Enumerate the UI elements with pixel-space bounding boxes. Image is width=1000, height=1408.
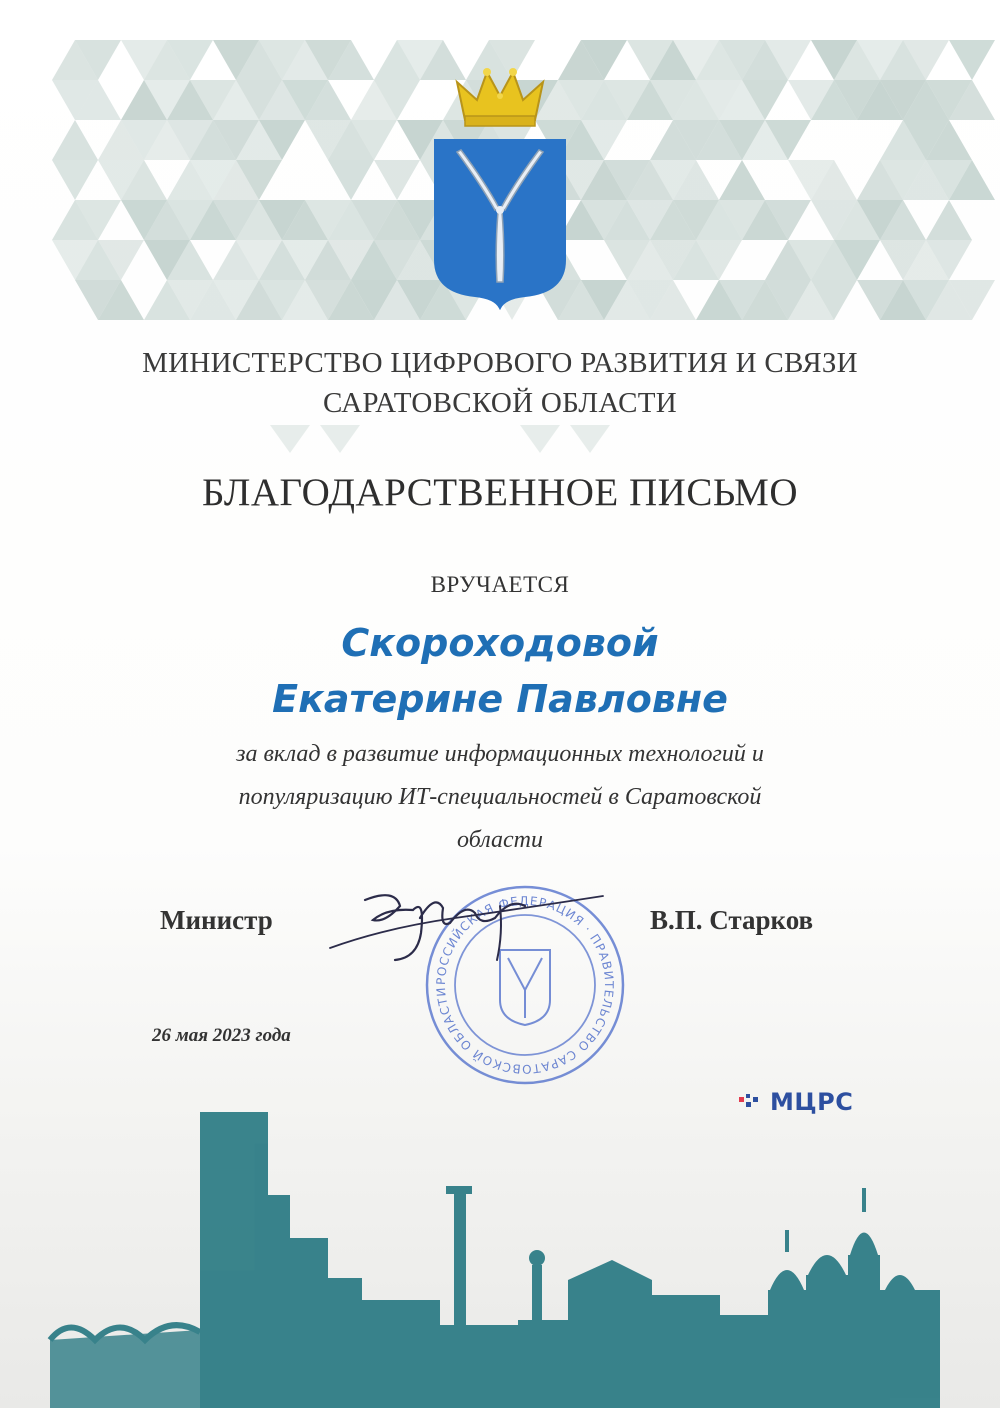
award-reason xyxy=(0,733,1000,862)
ministry-line-1: МИНИСТЕРСТВО ЦИФРОВОГО РАЗВИТИЯ И СВЯЗИ xyxy=(142,347,858,379)
pattern-triangle xyxy=(52,160,98,200)
reason-line-1: за вклад в развитие информационных технологий и xyxy=(236,741,764,767)
reason-line-2: популяризацию ИТ-специальностей в Саратовской xyxy=(238,784,762,810)
recipient-surname: Скороходовой xyxy=(341,621,659,665)
brand-name: МЦРС xyxy=(770,1088,854,1116)
pattern-triangle xyxy=(328,160,374,200)
recipient-name xyxy=(0,615,1000,727)
pattern-triangle xyxy=(270,425,310,453)
pattern-triangle xyxy=(52,120,98,160)
city-skyline-illustration xyxy=(0,1090,1000,1408)
stamp-ring-text: РОССИЙСКАЯ ФЕДЕРАЦИЯ · ПРАВИТЕЛЬСТВО САРАТОВСКОЙ ОБЛАСТИ xyxy=(433,893,617,1077)
saratov-coat-of-arms-icon xyxy=(425,60,575,310)
ministry-name xyxy=(0,343,1000,423)
pattern-triangle xyxy=(520,425,560,453)
reason-line-3: области xyxy=(457,827,543,853)
issue-date: 26 мая 2023 года xyxy=(152,1025,291,1046)
pattern-triangle xyxy=(949,40,995,80)
signer-position: Министр xyxy=(160,905,273,935)
pattern-triangle xyxy=(320,425,360,453)
document-title: БЛАГОДАРСТВЕННОЕ ПИСЬМО xyxy=(201,471,799,514)
pattern-triangle xyxy=(374,160,420,200)
handwritten-signature xyxy=(325,878,605,968)
pattern-triangle xyxy=(570,425,610,453)
pattern-triangle xyxy=(719,160,765,200)
signer-name: В.П. Старков xyxy=(650,905,814,935)
pattern-triangle xyxy=(926,200,972,240)
presented-label: ВРУЧАЕТСЯ xyxy=(430,572,570,597)
recipient-given-names: Екатерине Павловне xyxy=(272,677,728,721)
ministry-line-2: САРАТОВСКОЙ ОБЛАСТИ xyxy=(322,387,678,419)
